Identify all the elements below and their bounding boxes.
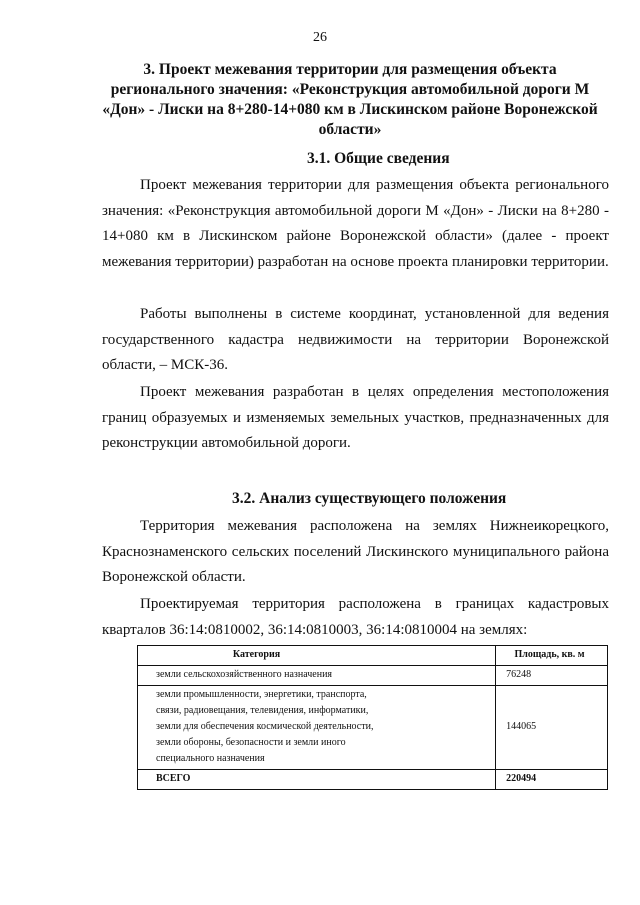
paragraph: Территория межевания расположена на землях Нижнеикорецкого, Краснознаменского сельских поселений Лискинского муниципального района Воронежской области. xyxy=(102,518,609,585)
category-line: специального назначения xyxy=(156,753,265,764)
column-header-area: Площадь, кв. м xyxy=(496,646,608,666)
category-line: земли обороны, безопасности и земли иного xyxy=(156,737,346,748)
category-line: связи, радиовещания, телевидения, информатики, xyxy=(156,705,369,716)
table-row xyxy=(138,666,608,686)
table-header-row xyxy=(138,646,608,666)
section-3-2-title: 3.2. Анализ существующего положения xyxy=(232,490,507,507)
paragraph: Работы выполнены в системе координат, установленной для ведения государственного кадастра недвижимости на территории Воронежской области, – МСК-36. xyxy=(102,306,609,373)
paragraph: Проект межевания разработан в целях определения местоположения границ образуемых и изменяемых земельных участков, предназначенных для реконструкции автомобильной дороги. xyxy=(102,384,609,451)
land-category-table xyxy=(137,645,608,790)
category-cell xyxy=(138,686,496,770)
table-total-row xyxy=(138,770,608,790)
paragraph: Проектируемая территория расположена в границах кадастровых кварталов 36:14:0810002, 36:14:0810003, 36:14:0810004 на землях: xyxy=(102,596,609,638)
table-row xyxy=(138,686,608,770)
area-cell: 76248 xyxy=(496,666,608,686)
column-header-category: Категория xyxy=(138,646,496,666)
section-3-title: 3. Проект межевания территории для размещения объекта регионального значения: «Реконструкция автомобильной дороги М «Дон» - Лиски на 8+280-14+080 км в Лискинском районе Воронежской области» xyxy=(102,61,598,138)
total-label: ВСЕГО xyxy=(138,770,496,790)
section-3-1-title: 3.1. Общие сведения xyxy=(307,150,450,167)
category-line: земли промышленности, энергетики, транспорта, xyxy=(156,689,367,700)
page-number: 26 xyxy=(313,30,327,45)
category-cell: земли сельскохозяйственного назначения xyxy=(138,666,496,686)
total-area: 220494 xyxy=(496,770,608,790)
paragraph: Проект межевания территории для размещения объекта регионального значения: «Реконструкция автомобильной дороги М «Дон» - Лиски на 8+280 - 14+080 км в Лискинском районе Воронежской области» (далее - проект межевания территории) разработан на основе проекта планировки территории. xyxy=(102,177,609,270)
category-line: земли для обеспечения космической деятельности, xyxy=(156,721,374,732)
area-cell: 144065 xyxy=(496,686,608,770)
